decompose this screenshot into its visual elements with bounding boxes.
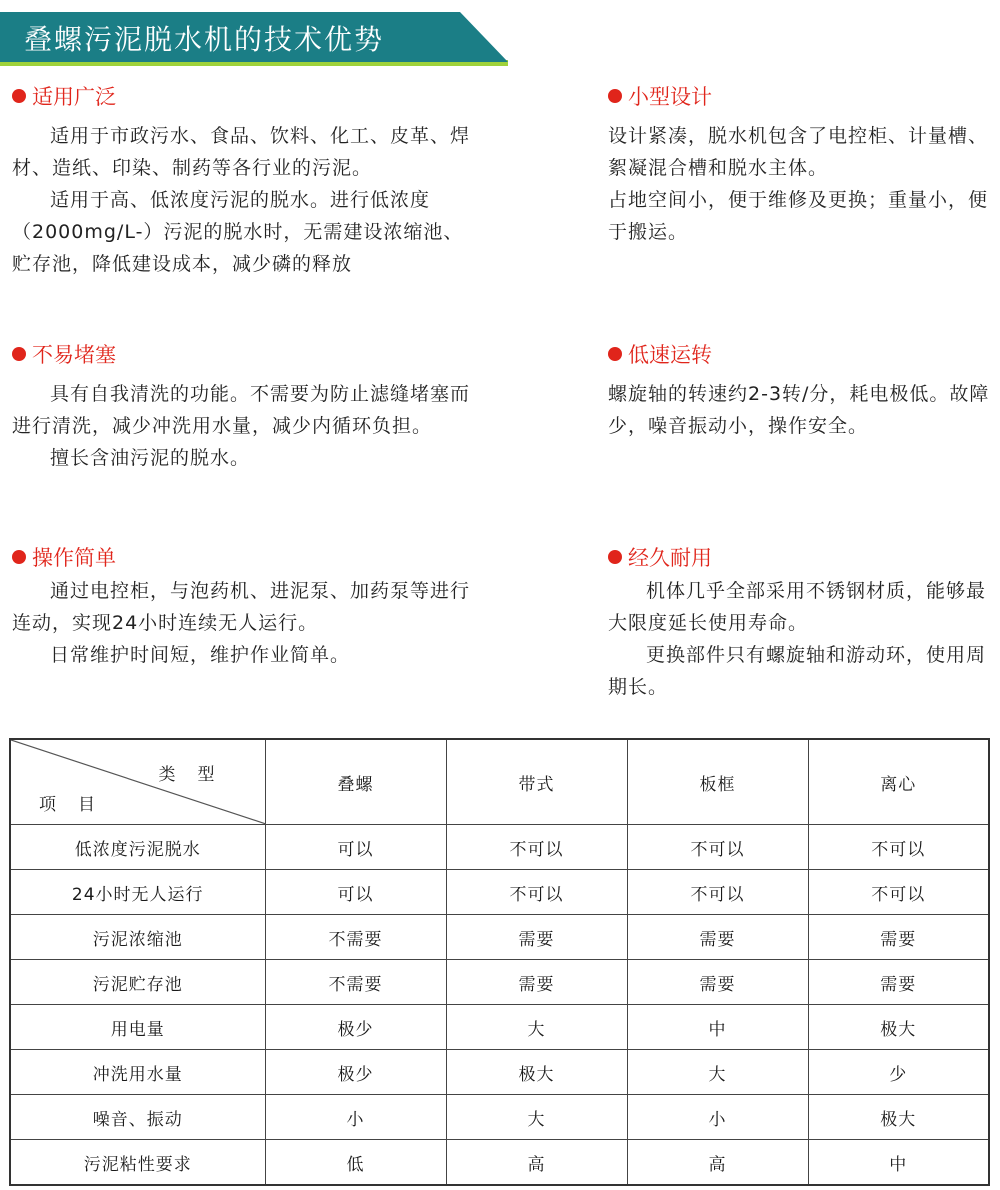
table-cell: 极大 (808, 1095, 989, 1140)
table-row (10, 870, 989, 915)
section-heading (608, 82, 993, 112)
table-cell: 需要 (627, 960, 808, 1005)
table-cell: 小 (265, 1095, 446, 1140)
section-heading (12, 82, 482, 112)
table-cell: 需要 (627, 915, 808, 960)
section-paragraph: 机体几乎全部采用不锈钢材质，能够最大限度延长使用寿命。 (608, 580, 987, 634)
section-paragraph: 螺旋轴的转速约2-3转/分，耗电极低。故障少，噪音振动小，操作安全。 (608, 383, 990, 437)
table-cell: 需要 (808, 915, 989, 960)
section-paragraph: 日常维护时间短，维护作业简单。 (50, 644, 351, 666)
table-row (10, 1140, 989, 1186)
table-cell: 不可以 (627, 825, 808, 870)
section-paragraph: 占地空间小，便于维修及更换；重量小，便于搬运。 (608, 189, 989, 243)
table-row (10, 1005, 989, 1050)
section-heading (12, 340, 482, 370)
table-cell: 中 (627, 1005, 808, 1050)
table-row (10, 1095, 989, 1140)
table-cell: 不可以 (446, 870, 627, 915)
section-title: 操作简单 (32, 546, 116, 570)
row-label: 污泥浓缩池 (10, 915, 265, 960)
corner-label-item: 项目 (39, 795, 117, 815)
comparison-table-wrapper (9, 738, 988, 1178)
bullet-dot-icon (608, 89, 622, 103)
table-cell: 需要 (446, 960, 627, 1005)
table-cell: 大 (446, 1095, 627, 1140)
bullet-dot-icon (608, 347, 622, 361)
section-title: 经久耐用 (628, 546, 712, 570)
section-paragraph: 适用于高、低浓度污泥的脱水。进行低浓度（2000mg/L-）污泥的脱水时，无需建设浓缩池、贮存池，降低建设成本，减少磷的释放 (12, 189, 464, 275)
table-cell: 极少 (265, 1005, 446, 1050)
table-cell: 少 (808, 1050, 989, 1095)
row-label: 污泥粘性要求 (10, 1140, 265, 1186)
table-cell: 需要 (446, 915, 627, 960)
table-cell: 不可以 (808, 870, 989, 915)
section-title: 适用广泛 (32, 85, 116, 109)
table-cell: 极大 (446, 1050, 627, 1095)
table-cell: 需要 (808, 960, 989, 1005)
table-cell: 可以 (265, 870, 446, 915)
row-label: 冲洗用水量 (10, 1050, 265, 1095)
section-paragraph: 适用于市政污水、食品、饮料、化工、皮革、焊材、造纸、印染、制药等各行业的污泥。 (12, 125, 471, 179)
table-row (10, 825, 989, 870)
table-cell: 不需要 (265, 960, 446, 1005)
comparison-table (9, 738, 990, 1186)
table-cell: 可以 (265, 825, 446, 870)
row-label: 用电量 (10, 1005, 265, 1050)
table-cell: 大 (627, 1050, 808, 1095)
table-cell: 不可以 (627, 870, 808, 915)
section-wide (12, 82, 482, 280)
bullet-dot-icon (608, 550, 622, 564)
section-heading (12, 543, 482, 573)
bullet-dot-icon (12, 550, 26, 564)
section-small (608, 82, 993, 248)
bullet-dot-icon (12, 89, 26, 103)
table-cell: 高 (446, 1140, 627, 1186)
table-header-row (10, 739, 989, 825)
column-header: 叠螺 (265, 739, 446, 825)
table-corner-cell (10, 739, 265, 825)
section-paragraph: 擅长含油污泥的脱水。 (50, 447, 251, 469)
table-row (10, 1050, 989, 1095)
row-label: 低浓度污泥脱水 (10, 825, 265, 870)
section-clog (12, 340, 482, 474)
row-label: 24小时无人运行 (10, 870, 265, 915)
table-cell: 大 (446, 1005, 627, 1050)
section-paragraph: 具有自我清洗的功能。不需要为防止滤缝堵塞而进行清洗，减少冲洗用水量，减少内循环负担。 (12, 383, 471, 437)
table-cell: 不可以 (808, 825, 989, 870)
section-paragraph: 设计紧凑，脱水机包含了电控柜、计量槽、絮凝混合槽和脱水主体。 (608, 125, 989, 179)
row-label: 噪音、振动 (10, 1095, 265, 1140)
section-heading (608, 543, 993, 573)
section-heading (608, 340, 993, 370)
column-header: 板框 (627, 739, 808, 825)
section-title: 不易堵塞 (32, 343, 116, 367)
table-cell: 中 (808, 1140, 989, 1186)
table-row (10, 915, 989, 960)
bullet-dot-icon (12, 347, 26, 361)
section-paragraph: 通过电控柜，与泡药机、进泥泵、加药泵等进行连动，实现24小时连续无人运行。 (12, 580, 471, 634)
column-header: 离心 (808, 739, 989, 825)
table-cell: 高 (627, 1140, 808, 1186)
table-cell: 不可以 (446, 825, 627, 870)
table-row (10, 960, 989, 1005)
corner-label-type: 类型 (158, 765, 237, 785)
header-banner (0, 12, 508, 64)
section-easy (12, 543, 482, 671)
table-cell: 不需要 (265, 915, 446, 960)
section-title: 低速运转 (628, 343, 712, 367)
table-cell: 小 (627, 1095, 808, 1140)
table-cell: 低 (265, 1140, 446, 1186)
column-header: 带式 (446, 739, 627, 825)
section-durable (608, 543, 993, 703)
table-cell: 极少 (265, 1050, 446, 1095)
section-paragraph: 更换部件只有螺旋轴和游动环，使用周期长。 (608, 644, 987, 698)
section-speed (608, 340, 993, 442)
section-title: 小型设计 (628, 85, 712, 109)
page-title: 叠螺污泥脱水机的技术优势 (24, 23, 385, 56)
table-cell: 极大 (808, 1005, 989, 1050)
row-label: 污泥贮存池 (10, 960, 265, 1005)
